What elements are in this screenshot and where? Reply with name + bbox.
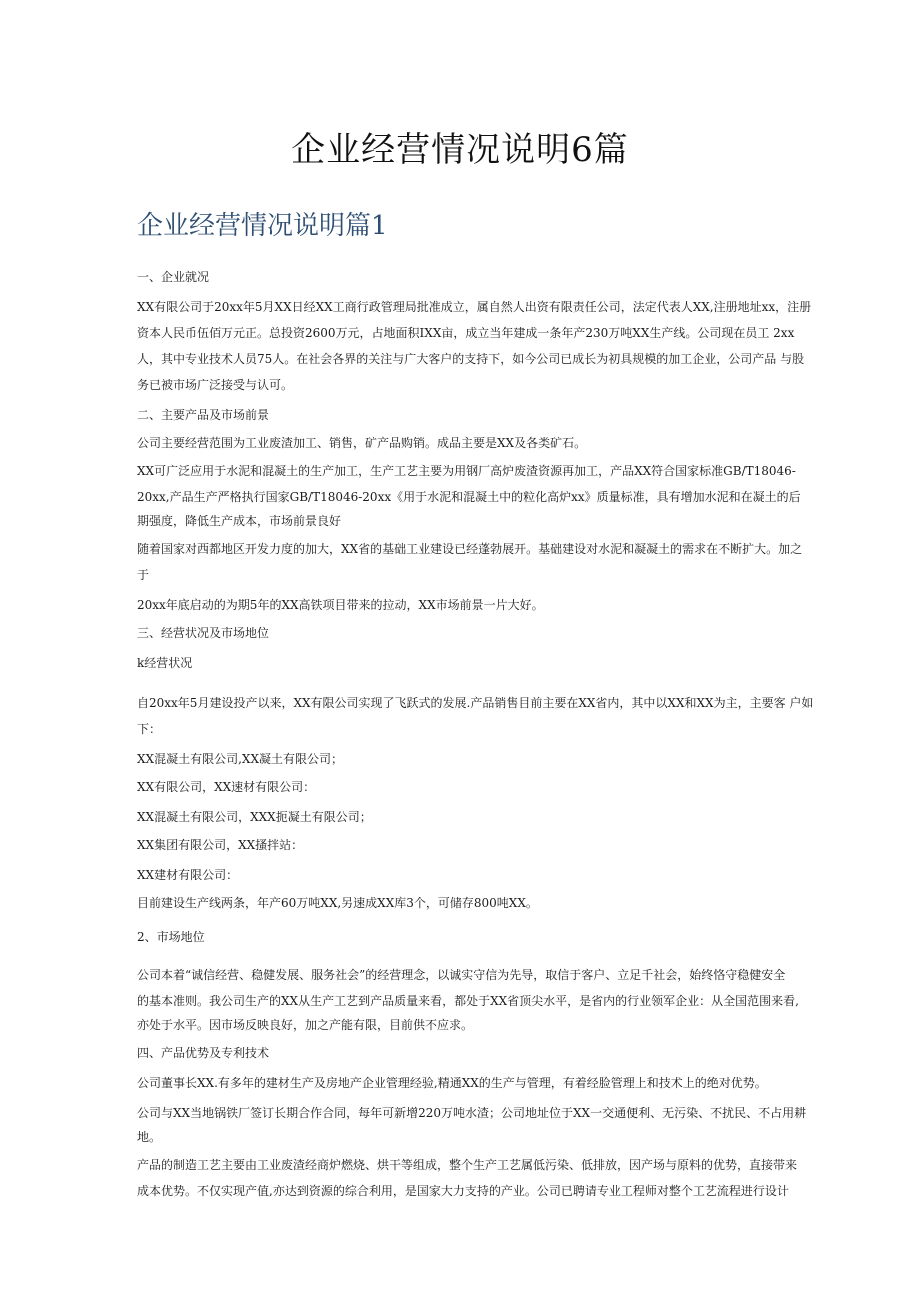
subheading-market-position: 2、市场地位 <box>137 930 205 944</box>
subheading-operations: k经营状况 <box>137 656 193 670</box>
paragraph-line: XX可广泛应用于水泥和混凝土的生产加工，生产工艺主要为用钢厂高炉废渣资源再加工，产品XX符合国家标准GB/T18046- <box>137 464 796 478</box>
heading-enterprise-overview: 一、企业就况 <box>137 270 210 284</box>
paragraph-line: 地。 <box>137 1130 162 1144</box>
customer-line: XX有限公司，XX速材有限公司： <box>137 780 316 794</box>
paragraph-line: 20xx,产品生产严格执行国家GB/T18046-20xx《用于水泥和混凝土中的粒化高炉xx》质量标准，具有增加水泥和在凝土的后 <box>137 490 801 504</box>
paragraph-line: 期强度，降低生产成本，市场前景良好 <box>137 514 342 528</box>
paragraph-line: XX有限公司于20xx年5月XX日经XX工商行政管理局批准成立，属自然人出资有限责任公司，法定代表人XX,注册地址xx，注册 <box>137 300 812 314</box>
paragraph-line: 公司主要经营范围为工业废渣加工、销售，矿产品购销。成品主要是XX及各类矿石。 <box>137 436 587 450</box>
paragraph-line: 成本优势。不仅实现产值,亦达到资源的综合利用，是国家大力支持的产业。公司已聘请专业工程师对整个工艺流程进行设计 <box>137 1184 789 1198</box>
paragraph-line: 的基本准则。我公司生产的XX从生产工艺到产品质量来看，都处于XX省顶尖水平，是省内的行业领军企业：从全国范围来看, <box>137 994 799 1008</box>
paragraph-line: 务已被市场广泛接受与认可。 <box>137 378 294 392</box>
heading-operations-position: 三、经营状况及市场地位 <box>137 626 270 640</box>
paragraph-line: 公司与XX当地锅铁厂签订长期合作合同，每年可新增220万吨水渣；公司地址位于XX一交通便利、无污染、不扰民、不占用耕 <box>137 1106 807 1120</box>
customer-line: XX混凝土有限公司，XXX扼凝土有限公司； <box>137 810 372 824</box>
section-title: 企业经营情况说明篇1 <box>137 211 388 241</box>
paragraph-line: 亦处于水平。因市场反映良好，加之产能有限，目前供不应求。 <box>137 1018 474 1032</box>
document-title: 企业经营情况说明6篇 <box>291 130 629 170</box>
customer-line: XX集团有限公司，XX搔拌站： <box>137 838 304 852</box>
heading-products-market: 二、主要产品及市场前景 <box>137 408 270 422</box>
paragraph-line: 公司董事长XX.有多年的建材生产及房地产企业管理经验,精通XX的生产与管理，有着经脸管理上和技术上的绝对优势。 <box>137 1076 767 1090</box>
customer-line: XX混凝土有限公司,XX凝土有限公司； <box>137 752 343 766</box>
paragraph-line: 随着国家对西都地区开发力度的加大，XX省的基础工业建设已经蓬勃展开。基础建设对水泥和凝凝土的需求在不断扩大。加之 <box>137 542 803 556</box>
heading-product-advantages: 四、产品优势及专利技术 <box>137 1046 270 1060</box>
paragraph-line: 人，其中专业技术人员75人。在社会各界的关注与广大客户的支持下，如今公司已成长为初具规模的加工企业，公司产品 与股 <box>137 352 805 366</box>
paragraph-line: 下： <box>137 722 162 736</box>
paragraph-line: 公司本着“诚信经营、稳健发展、服务社会”的经营理念，以诚实守信为先导，取信于客户、立足千社会，始终恪守稳健安全 <box>137 968 786 982</box>
paragraph-line: 目前建设生产线两条，年产60万吨XX,另速成XX库3个，可储存800吨XX。 <box>137 896 538 910</box>
paragraph-line: 自20xx年5月建设投产以来，XX有限公司实现了飞跃式的发展.产品销售目前主要在XX省内，其中以XX和XX为主，主要客 户如 <box>137 696 814 710</box>
paragraph-line: 20xx年底启动的为期5年的XX高铁项目带来的拉动，XX市场前景一片大好。 <box>137 598 544 612</box>
paragraph-line: 资本人民币伍佰万元正。总投资2600万元，占地面积IXX亩，成立当年建成一条年产230万吨XX生产线。公司现在员工 2xx <box>137 326 795 340</box>
paragraph-line: 产品的制造工艺主要由工业废渣经商炉燃烧、烘干等组成，整个生产工艺属低污染、低排放，因产场与原料的优势，直接带来 <box>137 1158 798 1172</box>
paragraph-line: 于 <box>137 568 150 582</box>
customer-line: XX建材有限公司： <box>137 868 239 882</box>
